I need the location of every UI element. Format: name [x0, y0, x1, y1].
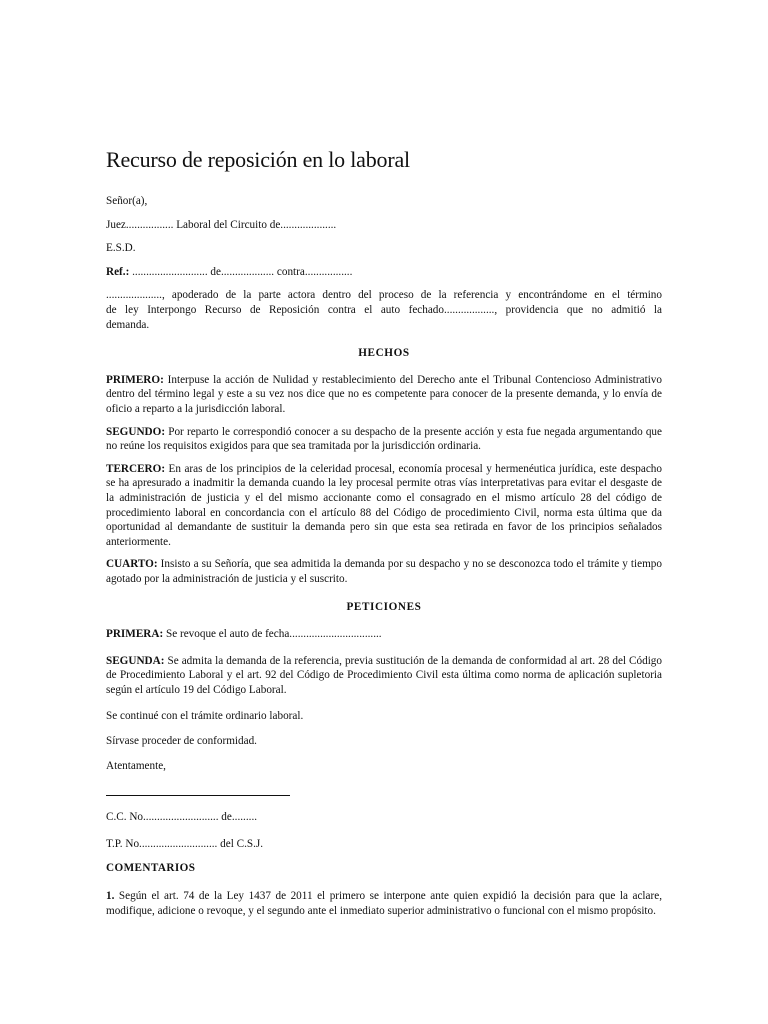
judge-line: Juez................. Laboral del Circuito de.................... [106, 218, 337, 231]
cc-line: C.C. No........................... de......... [106, 811, 258, 824]
closing-line: Atentamente, [106, 759, 166, 772]
intro-line-1: ...................., apoderado de la parte actora dentro del proceso de la referencia y encontrándome en el término [106, 289, 662, 302]
hecho-cuarto [106, 557, 662, 586]
tercero-label: TERCERO: [106, 462, 166, 475]
intro-line-2: de ley Interpongo Recurso de Reposición contra el auto fechado.................., providencia que no admitió la [106, 303, 662, 316]
document-title: Recurso de reposición en lo laboral [106, 147, 410, 172]
primera-label: PRIMERA: [106, 628, 164, 641]
tp-line: T.P. No............................ del C.S.J. [106, 837, 264, 850]
cuarto-text: Insisto a su Señoría, que sea admitida la demanda por su despacho y no se desconozca todo el trámite y tiempo agotado por la administración de justicia y el suscrito. [106, 558, 662, 585]
ref-line [106, 265, 662, 280]
segunda-text: Se admita la demanda de la referencia, previa sustitución de la demanda de conformidad al art. 28 del Código de Procedimiento Laboral y el art. 92 del Código de Procedimiento Civil esta última como norma de aplicación supletoria según el artículo 19 del Código Laboral. [106, 654, 662, 696]
comment-1 [106, 889, 662, 918]
comentarios-heading: COMENTARIOS [106, 862, 196, 875]
comment-1-label: 1. [106, 890, 115, 902]
segunda-label: SEGUNDA: [106, 654, 165, 667]
peticiones-heading: PETICIONES [346, 601, 422, 614]
comment-1-text: Según el art. 74 de la Ley 1437 de 2011 el primero se interpone ante quien expidió la decisión para que la aclare, modifique, adicione o revoque, y el segundo ante el inmediato superior administrativo o funcional con el mismo propósito. [106, 890, 662, 917]
ref-text: ........................... de................... contra................. [129, 265, 353, 278]
intro-line-3: demanda. [106, 318, 150, 331]
peticion-primera [106, 627, 662, 642]
primera-text: Se revoque el auto de fecha................................. [163, 628, 382, 641]
salutation: Señor(a), [106, 195, 148, 207]
segundo-text: Por reparto le correspondió conocer a su despacho de la presente acción y esta fue negada argumentando que no reúne los requisitos exigidos para que sea tramitada por la jurisdicción ordinaria. [106, 425, 662, 453]
ref-label: Ref.: [106, 265, 130, 278]
sirvase-line: Sírvase proceder de conformidad. [106, 735, 257, 748]
hechos-heading: HECHOS [358, 347, 410, 360]
primero-label: PRIMERO: [106, 373, 164, 386]
primero-text: Interpuse la acción de Nulidad y restablecimiento del Derecho ante el Tribunal Contencioso Administrativo dentro del término legal y este a su vez nos dice que no es competente para conocer de la presente demanda, y lo envía de oficio a reparto a la jurisdicción laboral. [106, 373, 662, 415]
hecho-segundo [106, 425, 662, 454]
esd-line: E.S.D. [106, 242, 136, 255]
hecho-tercero [106, 462, 662, 550]
signature-line [106, 795, 290, 796]
document-body [106, 146, 662, 918]
continue-line: Se continué con el trámite ordinario laboral. [106, 710, 304, 723]
hecho-primero [106, 373, 662, 417]
tercero-text: En aras de los principios de la celeridad procesal, economía procesal y hermenéutica jurídica, este despacho se ha apresurado a inadmitir la demanda cuando la ley procesal permite otras vías interpretativas para evitar el desgaste de la administración de justicia y el del mismo accionante como el consagrado en el mismo artículo 28 del código de procedimiento laboral en concordancia con el artículo 88 del Código de procedimiento Civil, norma esta última que da oportunidad al demandante de sustituir la demanda pero sin que esta sea retirada en favor de los principios señalados anteriormente. [106, 462, 662, 548]
intro-paragraph [106, 288, 662, 332]
segundo-label: SEGUNDO: [106, 425, 166, 438]
peticion-segunda [106, 654, 662, 698]
cuarto-label: CUARTO: [106, 558, 158, 571]
